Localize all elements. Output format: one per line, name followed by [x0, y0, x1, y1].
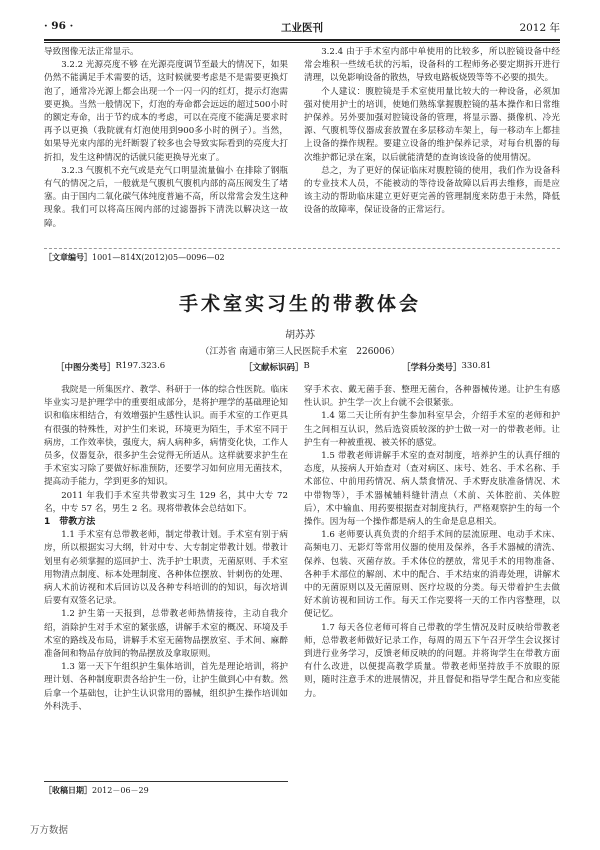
received-date-value: 2012－06－29	[92, 786, 149, 795]
affiliation: （江苏省 南通市第三人民医院手术室 226006）	[200, 347, 400, 357]
subject-code: ［学科分类号］ 330.81	[402, 361, 492, 373]
paragraph: 1.7 每天各位老师可将自己带教的学生情况及时反映给带教老师，总带教老师做好记录工作，每周的周五下午召开学生会议探讨到进行业务学习，反馈老师反映的的问题。并将询学生在带教方面有什么改进，以便提高教学质量。带教老师坚持放手不放眼的原则，随时注意手术的进展情况，并且督促和指导学生配合和应变能力。	[304, 622, 560, 699]
paragraph: 1.1 手术室有总带教老师，制定带教计划。手术室有别于病房，所以根据实习大纲，针对中专、大专制定带教计划。带教计划里有必须掌握的巡回护士、洗手护士职责，无菌原则、手术室用物清点制度、标本处理制度、各种体位摆放、针刺伤的处理、病人术前访视和术后回访以及各种专科培训的的知识，每次培训后要有双签名记录。	[44, 530, 288, 607]
paragraph: 1.3 第一天下午组织护生集体培训，首先是理论培训，将护理计划、各种制度职责各给护生一份，让护生做到心中有数。然后拿一个基础包，让护生认识常用的器械，组织护生操作培训如外科洗手、	[44, 662, 288, 712]
classification-row	[56, 361, 540, 375]
received-date	[44, 785, 149, 796]
page-number: · 96 ·	[44, 20, 74, 32]
prev-article-left-column	[44, 46, 288, 242]
paragraph: 1.6 老师要认真负责的介绍手术间的层流原理、电动手术床、高频电刀、无影灯等常用仪器的使用及保养，各手术器械的清洗、保养、包装、灭菌存放。手术体位的摆放，常见手术的用物准备、各种手术部位的解剖、术中的配合、手术结束的消毒处理，讲解术中的无菌原则以及无菌原则、医疗垃圾的分类。每天带着护生去做好术前访视和回访工作。每天工作完要将一天的工作内容整理，以便记忆。	[304, 530, 560, 620]
received-date-label: ［收稿日期］	[44, 785, 92, 795]
paragraph: 3.2.4 由于手术室内部中单使用的比较多，所以腔镜设备中经常会堆积一些绒毛状的污垢，设备科的工程师务必要定期拆开进行清理，以免影响设备的散热，导致电路板烧毁等等不必要的损失。	[304, 47, 560, 84]
year-issue: 2012 年	[519, 22, 560, 34]
header-rule	[44, 39, 560, 41]
paragraph: 3.2.3 气腹机不充气或是充气口明显流量偏小 在排除了钢瓶有气的情况之后，一般就是气腹机气腹机内部的高压阀发生了堵塞。由于国内二氧化碳气体纯度普遍不高，所以常常会发生这种现象。我们可以将高压阀内部的过滤器拆下清洗以解决这一故障。	[44, 165, 288, 229]
paragraph: 导致图像无法正常显示。	[44, 47, 139, 57]
paragraph: 3.2.2 光源亮度不够 在光源亮度调节至最大的情况下，如果仍然不能满足手术需要的话，这时候就要考虑是不是需要更换灯泡了，通常冷光源上都会出现一个一闪一闪的红灯，提示灯泡需要更换。当然一般情况下，灯泡的寿命都会远远的超过500小时的额定寿命，出于节约成本的考虑，可以在亮度不能满足要求时再予以更换（我院就有灯泡使用到900多小时的例子）。当然，如果导光束内部的光纤断裂了较多也会导致实际看到的亮度大打折扣，发生这种情况的话就只能更换导光束了。	[44, 60, 288, 163]
paragraph: 个人建议：腹腔镜是手术室使用量比较大的一种设备，必须加强对使用护士的培训，使她们熟练掌握腹腔镜的基本操作和日常维护保养。另外要加强对腔镜设备的管理，将显示器、摄像机、冷光源、气腹机等仪器成套放置在多层移动车架上，每一移动车上都挂上设备的操作规程。要建立设备的维护保养记录，对每台机器的每次维护都记录在案，以后就能清楚的查询该设备的使用情况。	[304, 86, 560, 163]
paragraph: 1.4 第二天让所有护生参加科室早会，介绍手术室的老师和护生之间相互认识，然后选资质较深的护士做一对一的带教老师。让护生有一种被重视、被关怀的感觉。	[304, 411, 560, 448]
article-title: 手术室实习生的带教体会	[178, 293, 421, 315]
doc-code: ［文献标识码］ B	[244, 361, 310, 373]
prev-article-right-column	[304, 46, 560, 242]
paragraph: 1.2 护生第一天报到，总带教老师热情接待，主动自我介绍，消除护生对手术室的紧张感，讲解手术室的概况、环境及手术室的路线及布局，讲解手术室无菌物品摆放室、手术间、麻醉准备间和物品存放间的物品摆放及拿取原则。	[44, 609, 288, 660]
section-heading: 1 带教方法	[44, 517, 96, 528]
article-right-column	[304, 384, 560, 844]
article-left-column	[44, 384, 288, 776]
article-divider	[44, 248, 560, 249]
paragraph: 总之，为了更好的保证临床对腹腔镜的使用，我们作为设备科的专业技术人员，不能被动的等待设备故障以后再去维修，而是应该主动的帮助临床建立更好更完善的管理制度来防患于未然，降低设备的故障率，保证设备的正常运行。	[304, 165, 560, 216]
paragraph: 1.5 带教老师讲解手术室的查对制度，培养护生的认真仔细的态度，从接病人开始查对（查对病区、床号、姓名、手术名称、手术部位、中前用药情况、病人禁食情况、手术野皮肤准备情况、术中带物等），手术器械辅料缝针清点（术前、关体腔前、关体腔后），术中输血、用药要根据查对制度执行，严格观察护生的每一个操作。因为每一个操作都是病人的生命是息息相关。	[304, 451, 560, 528]
author: 胡苏苏	[285, 330, 315, 341]
article-number-value: 1001—814X(2012)05—0096—02	[92, 253, 225, 262]
footnote-rule	[44, 781, 288, 782]
article-number	[44, 252, 225, 263]
paragraph: 穿手术衣、戴无菌手套、整理无菌台，各种器械传递。让护生有感性认识。护生学一次上台就不会很紧张。	[304, 385, 560, 409]
clc-code: ［中图分类号］ R197.323.6	[56, 361, 166, 373]
running-header	[44, 20, 560, 38]
article-number-label: ［文章编号］	[44, 252, 92, 262]
paragraph: 2011 年我们手术室共带教实习生 129 名，其中大专 72 名，中专 57 名，男生 2 名。现将带教体会总结如下。	[44, 490, 288, 514]
paragraph: 我院是一所集医疗、教学、科研于一体的综合性医院。临床毕业实习是护理学中的重要组成部分，是将护理学的基础理论知识和临床相结合，有效增强护生感性认识。而手术室的工作更具有很强的特殊性，对护生们来说，环境更为陌生，手术室不同于病房，工作效率快，强度大，病人病种多，病情变化快，工作人员多，仪器复杂，很多护生会觉得无所适从。这样就要求护生在手术室实习除了要做好标准预防，还要学习如何应用无菌技术，提高动手能力，学到更多的知识。	[44, 385, 288, 488]
journal-name: 工业医刊	[281, 22, 323, 34]
watermark: 万方数据	[30, 825, 69, 836]
header-rule-thin	[44, 42, 560, 43]
